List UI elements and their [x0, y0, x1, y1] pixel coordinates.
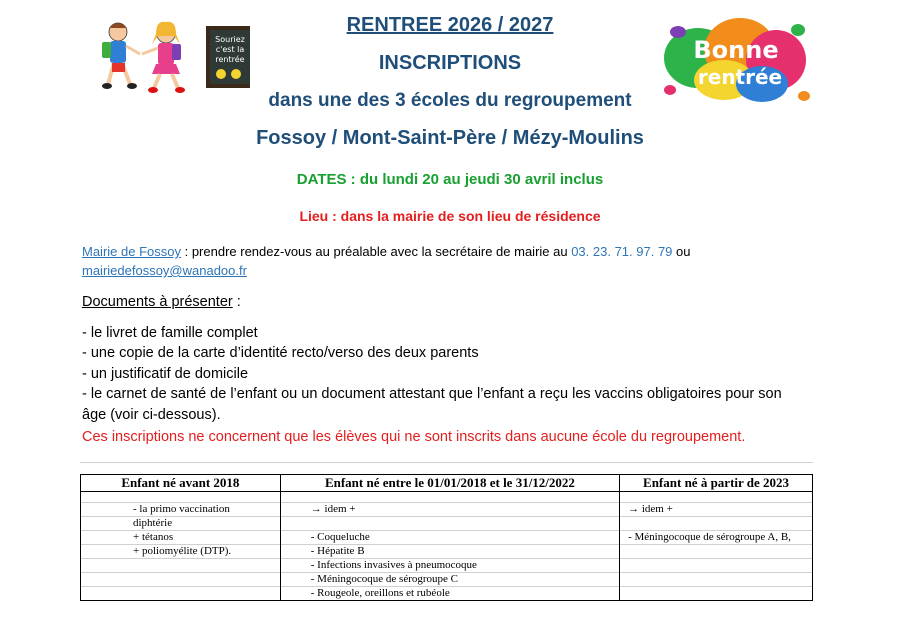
vaccination-table	[80, 474, 813, 601]
table-cell: - Infections invasives à pneumocoque	[280, 559, 619, 573]
contact-paragraph	[82, 242, 822, 280]
table-cell	[620, 559, 813, 573]
table-row	[81, 587, 813, 601]
table-cell	[81, 587, 281, 601]
documents-colon: :	[232, 294, 241, 310]
table-cell: - Méningocoque de sérogroupe C	[280, 573, 619, 587]
table-header-row	[81, 475, 813, 492]
table-cell	[620, 492, 813, 503]
splash-word-2: rentrée	[697, 65, 783, 89]
table-cell: - Coqueluche	[280, 531, 619, 545]
chalkboard-line-1: Souriez	[215, 35, 245, 44]
mairie-link[interactable]: Mairie de Fossoy	[82, 244, 181, 259]
table-row	[81, 545, 813, 559]
villages-line: Fossoy / Mont-Saint-Père / Mézy-Moulins	[256, 127, 644, 149]
table-row	[81, 517, 813, 531]
documents-section	[82, 292, 822, 425]
document-item: - une copie de la carte d’identité recto/verso des deux parents	[82, 345, 479, 361]
table-cell: → idem +	[620, 503, 813, 517]
table-row	[81, 573, 813, 587]
table-cell: - Rougeole, oreillons et rubéole	[280, 587, 619, 601]
documents-heading: Documents à présenter	[82, 294, 233, 310]
contact-text: : prendre rendez-vous au préalable avec la secrétaire de mairie au	[180, 244, 572, 259]
table-cell	[620, 587, 813, 601]
table-cell	[620, 573, 813, 587]
table-top-rule	[80, 462, 813, 463]
table-cell	[280, 517, 619, 531]
table-cell	[81, 573, 281, 587]
notice-text: Ces inscriptions ne concernent que les élèves qui ne sont inscrits dans aucune école du regroupement.	[82, 429, 746, 445]
table-cell: + poliomyélite (DTP).	[81, 545, 281, 559]
chalkboard-line-2: c'est la	[215, 45, 245, 54]
table-row	[81, 503, 813, 517]
document-item: âge (voir ci-dessous).	[82, 406, 221, 423]
document-item: - un justificatif de domicile	[82, 365, 249, 382]
page-title: RENTREE 2026 / 2027	[346, 14, 554, 36]
document-item: - le livret de famille complet	[82, 324, 258, 341]
table-cell	[620, 545, 813, 559]
phone-number[interactable]: 03. 23. 71. 97. 79	[571, 244, 673, 259]
header-2018-2022: Enfant né entre le 01/01/2018 et le 31/12/2022	[280, 475, 619, 492]
table-row	[81, 531, 813, 545]
table-cell	[280, 492, 619, 503]
contact-or: ou	[672, 244, 691, 259]
table-cell: → idem +	[280, 503, 619, 517]
splash-word-1: Bonne	[693, 36, 779, 64]
email-link[interactable]: mairiedefossoy@wanadoo.fr	[82, 263, 247, 278]
table-row	[81, 559, 813, 573]
table-cell	[81, 492, 281, 503]
schools-line: dans une des 3 écoles du regroupement	[268, 90, 632, 111]
table-cell: + tétanos	[81, 531, 281, 545]
table-cell	[620, 517, 813, 531]
table-cell: - Hépatite B	[280, 545, 619, 559]
table-cell: diphtérie	[81, 517, 281, 531]
chalkboard-line-3: rentrée	[215, 55, 245, 64]
document-item: - le carnet de santé de l’enfant ou un document attestant que l’enfant a reçu les vaccins obligatoires pour son	[82, 386, 782, 402]
header-from-2023: Enfant né à partir de 2023	[620, 475, 813, 492]
dates-line: DATES : du lundi 20 au jeudi 30 avril inclus	[296, 171, 604, 188]
table-cell: - Méningocoque de sérogroupe A, B,	[620, 531, 813, 545]
page-subtitle: INSCRIPTIONS	[378, 52, 522, 74]
table-row	[81, 492, 813, 503]
header-before-2018: Enfant né avant 2018	[81, 475, 281, 492]
location-line: Lieu : dans la mairie de son lieu de résidence	[299, 208, 601, 224]
table-cell: - la primo vaccination	[81, 503, 281, 517]
table-cell	[81, 559, 281, 573]
